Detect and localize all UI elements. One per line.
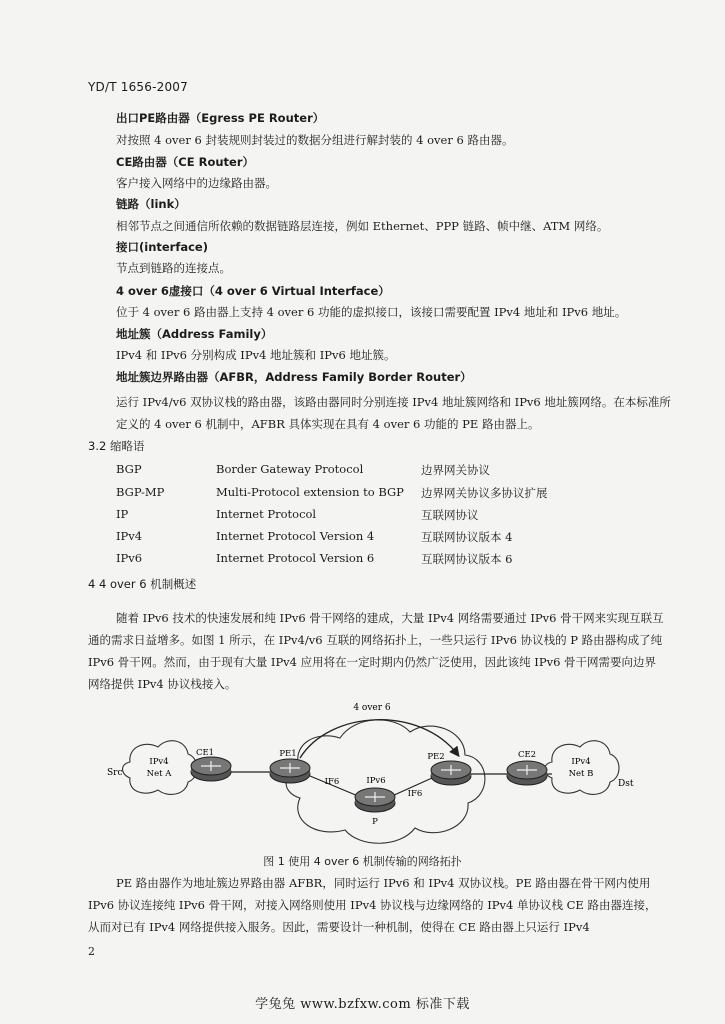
router-pe1 [270, 759, 310, 783]
term-address-family: 地址簇（Address Family） [116, 327, 273, 341]
intro-paragraph: 随着 IPv6 技术的快速发展和纯 IPv6 骨干网络的建成，大量 IPv4 网络需要通过 IPv6 骨干网来实现互联互通的需求日益增多。如图 1 所示，在 IPv4/v6 互联的网络拓扑上，一些只运行 IPv6 协议栈的 P 路由器构成了纯 IPv6 骨干网。然而，由于现有大量 IPv4 应用将在一定时期内仍然广泛使用，因此该纯 IPv6 骨干网需要向边界网络提供 IPv4 协议栈接入。 [88, 611, 664, 691]
abbreviation-row [116, 485, 636, 505]
abbreviation-chinese: 互联网协议版本 6 [421, 552, 513, 566]
net-b-label-line2: Net B [568, 769, 594, 779]
definition-text: 客户接入网络中的边缘路由器。 [116, 176, 277, 190]
p-router-label: P [372, 817, 378, 827]
abbreviation-row [116, 551, 636, 571]
definition-text: 相邻节点之间通信所依赖的数据链路层连接，例如 Ethernet、PPP 链路、帧中继、ATM 网络。 [116, 219, 609, 233]
abbreviation: IP [116, 507, 129, 521]
definition-text: 节点到链路的连接点。 [116, 261, 231, 275]
abbreviation-chinese: 边界网关协议 [421, 463, 490, 477]
definition-text: IPv4 和 IPv6 分别构成 IPv4 地址簇和 IPv6 地址簇。 [116, 348, 396, 362]
net-b-label-line1: IPv4 [571, 757, 591, 767]
definition-text: 对按照 4 over 6 封装规则封装过的数据分组进行解封装的 4 over 6 路由器。 [116, 133, 514, 147]
abbreviation-english: Border Gateway Protocol [216, 462, 364, 476]
standard-number-header: YD/T 1656-2007 [88, 80, 188, 94]
term-virtual-interface: 4 over 6虚接口（4 over 6 Virtual Interface） [116, 284, 390, 298]
abbreviation-chinese: 互联网协议 [421, 508, 479, 522]
term-interface: 接口(interface) [116, 240, 208, 254]
abbreviation-row [116, 529, 636, 549]
ce1-label: CE1 [195, 748, 215, 758]
abbreviation-english: Internet Protocol Version 4 [216, 529, 375, 543]
router-p [355, 788, 395, 812]
term-link: 链路（link） [116, 197, 186, 211]
abbreviation-row [116, 507, 636, 527]
page-number: 2 [88, 945, 95, 958]
abbreviation-english: Internet Protocol Version 6 [216, 551, 375, 565]
net-a-label-line2: Net A [146, 769, 172, 779]
watermark-footer: 学兔兔 www.bzfxw.com 标准下载 [255, 997, 470, 1012]
abbreviation-row [116, 462, 636, 482]
pe2-label: PE2 [427, 752, 445, 762]
abbreviation: BGP [116, 462, 142, 476]
network-topology-figure [0, 700, 725, 850]
src-label: Src [107, 768, 123, 778]
pe1-label: PE1 [279, 749, 297, 759]
afbr-definition-text: 运行 IPv4/v6 双协议栈的路由器，该路由器同时分别连接 IPv4 地址簇网络和 IPv6 地址簇网络。在本标准所定义的 4 over 6 机制中，AFBR 具体实现在具有 4 over 6 功能的 PE 路由器上。 [116, 395, 671, 431]
router-ce1 [191, 757, 231, 781]
net-a-label-line1: IPv4 [149, 757, 169, 767]
if6-right-label: IF6 [407, 789, 423, 799]
ipv4-net-a-cloud [123, 741, 198, 795]
abbreviation-chinese: 互联网协议版本 4 [421, 530, 513, 544]
abbreviation-english: Multi-Protocol extension to BGP [216, 485, 404, 499]
router-ce2 [507, 761, 547, 785]
ipv4-net-b-cloud [545, 741, 620, 795]
abbreviation: IPv4 [116, 529, 143, 543]
term-ce-router: CE路由器（CE Router） [116, 155, 255, 169]
final-paragraph: PE 路由器作为地址簇边界路由器 AFBR，同时运行 IPv6 和 IPv4 双协议栈。PE 路由器在骨干网内使用 IPv6 协议连接纯 IPv6 骨干网，对接入网络则使用 IPv4 协议栈与边缘网络的 IPv4 单协议栈 CE 路由器连接，从而对已有 IPv4 网络提供接入服务。因此，需要设计一种机制，使得在 CE 路由器上只运行 IPv4 [88, 876, 657, 934]
section-heading-4: 4 4 over 6 机制概述 [88, 577, 197, 591]
abbreviation: IPv6 [116, 551, 143, 565]
ce2-label: CE2 [517, 750, 537, 760]
abbreviation-chinese: 边界网关协议多协议扩展 [421, 486, 548, 500]
term-egress-pe-router: 出口PE路由器（Egress PE Router） [116, 111, 325, 125]
dst-label: Dst [618, 779, 634, 789]
abbreviation-english: Internet Protocol [216, 507, 317, 521]
tunnel-label: 4 over 6 [353, 703, 391, 713]
definition-text: 位于 4 over 6 路由器上支持 4 over 6 功能的虚拟接口，该接口需要配置 IPv4 地址和 IPv6 地址。 [116, 305, 627, 319]
router-pe2 [431, 761, 471, 785]
section-heading-3-2: 3.2 缩略语 [88, 439, 145, 453]
ipv6-label: IPv6 [366, 776, 386, 786]
figure-caption: 图 1 使用 4 over 6 机制传输的网络拓扑 [263, 855, 462, 868]
abbreviation: BGP-MP [116, 485, 165, 499]
term-afbr: 地址簇边界路由器（AFBR，Address Family Border Router） [116, 370, 472, 384]
if6-left-label: IF6 [324, 777, 340, 787]
